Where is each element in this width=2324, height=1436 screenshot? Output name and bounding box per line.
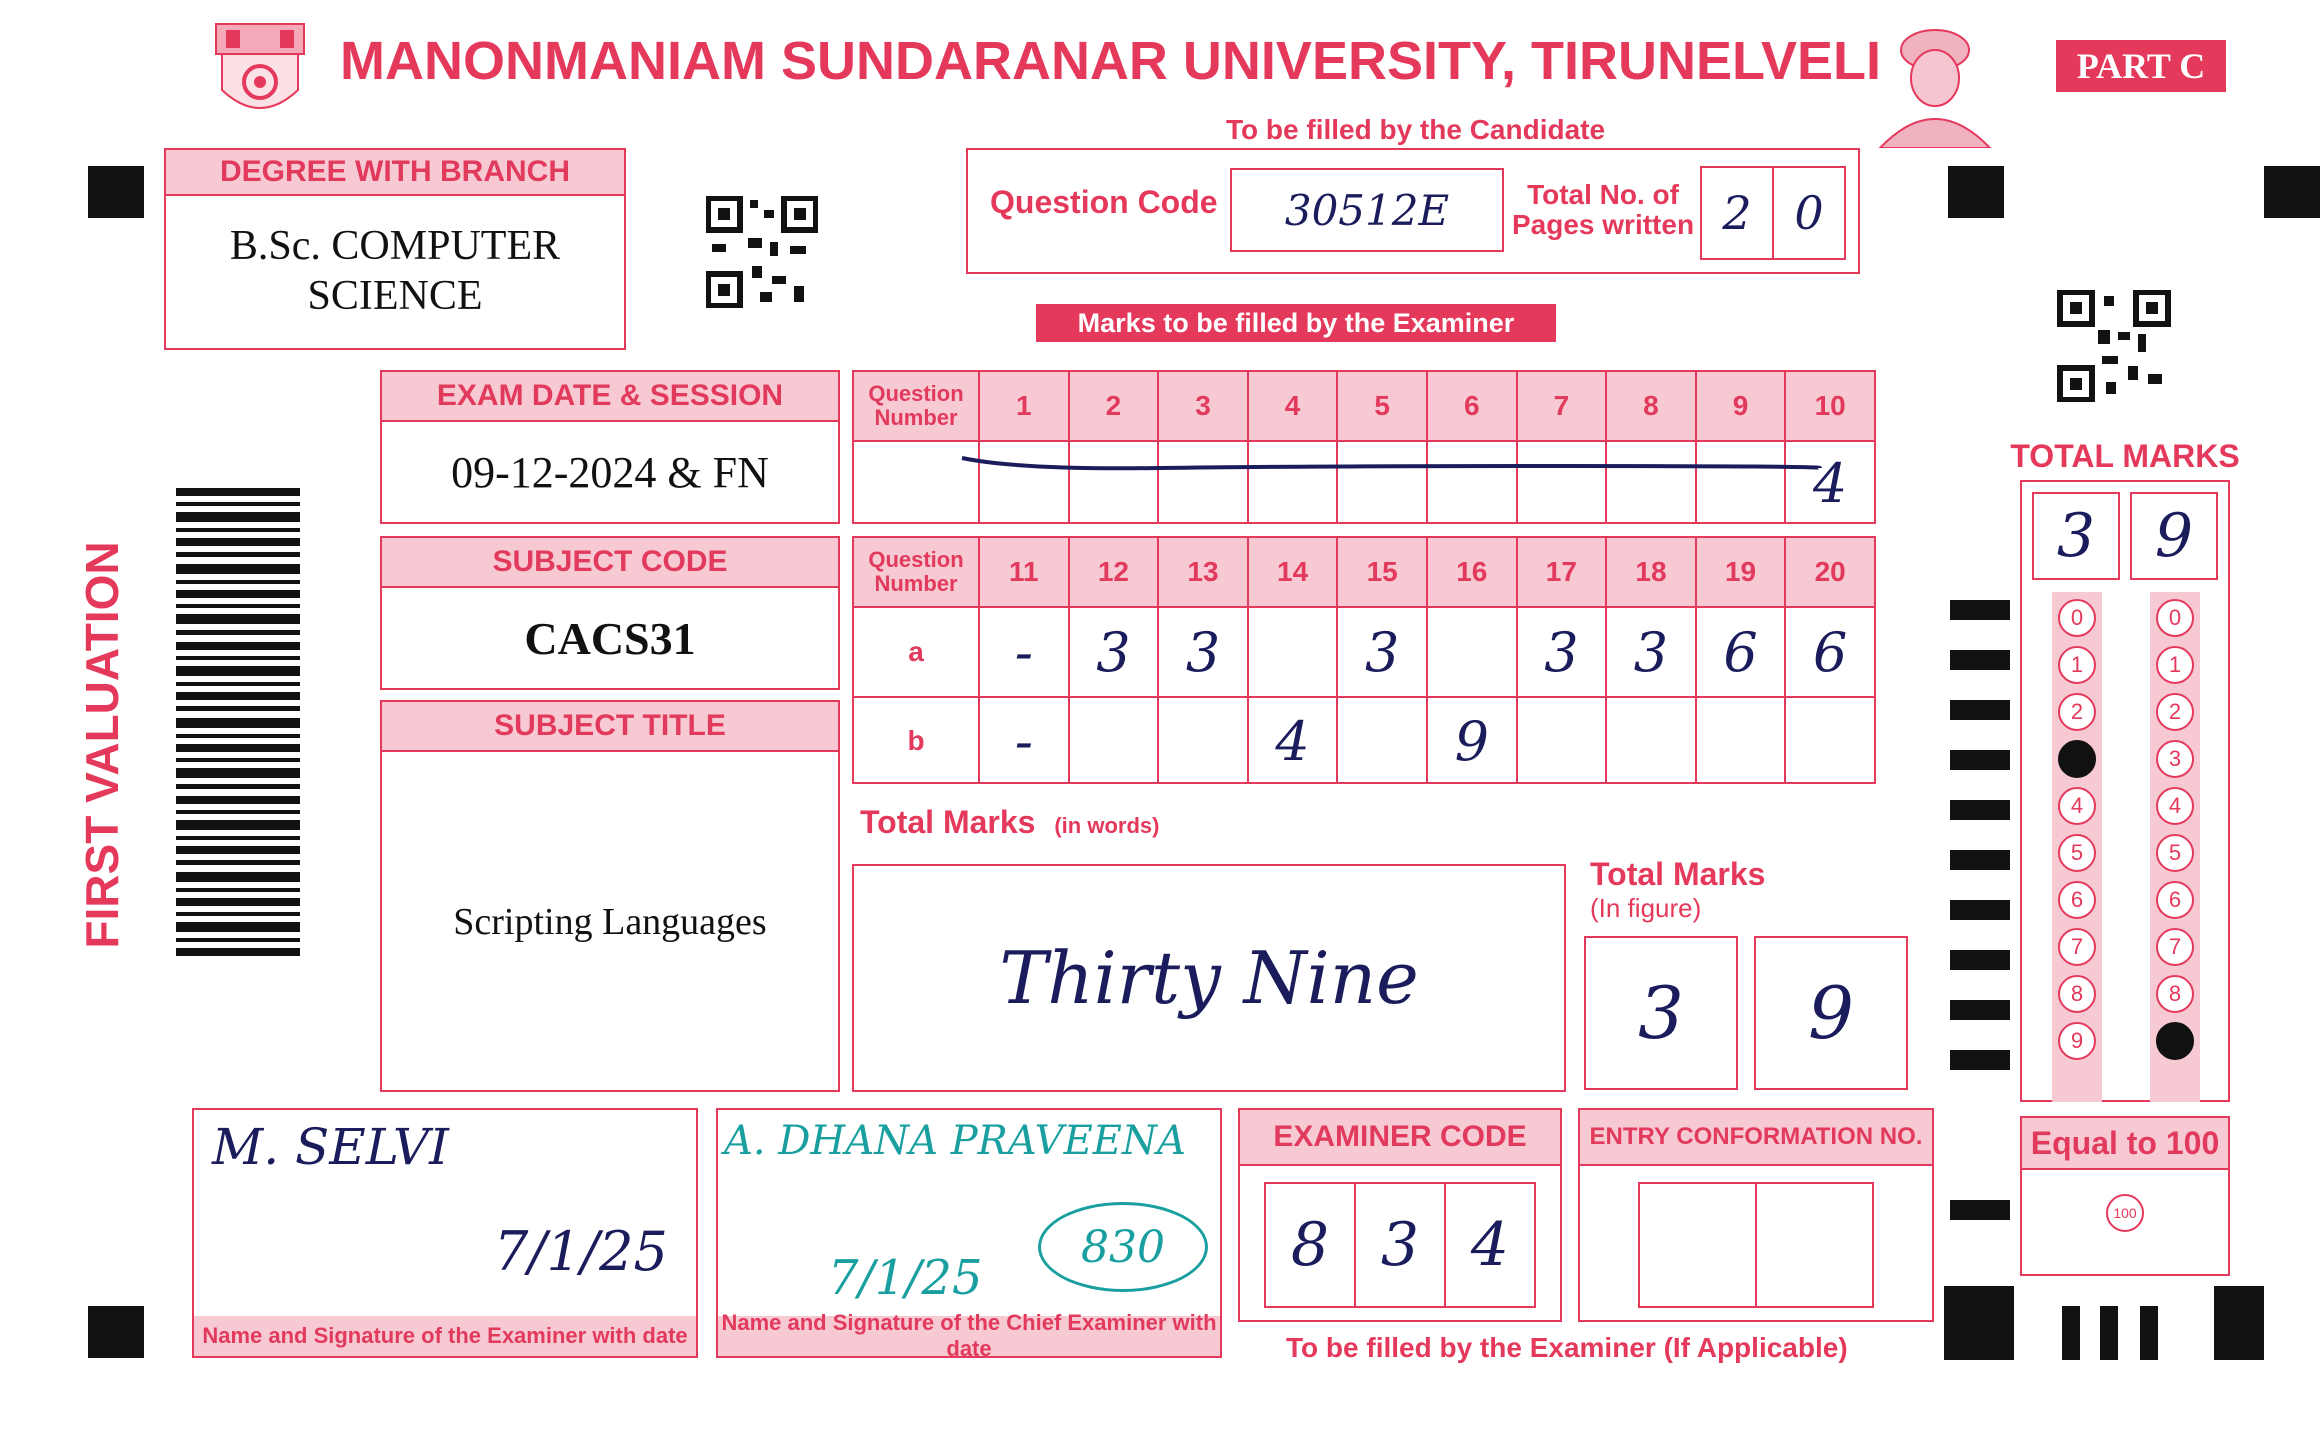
registration-mark — [1948, 166, 2004, 218]
subject-code-box — [380, 536, 840, 690]
mark-cell — [1786, 698, 1874, 784]
question-number: 14 — [1249, 538, 1339, 606]
mark-cell — [1070, 698, 1160, 784]
qn-label-line-1: Question — [868, 547, 964, 572]
entry-conformation-label: ENTRY CONFORMATION NO. — [1580, 1110, 1932, 1166]
question-number: 13 — [1159, 538, 1249, 606]
total-words-title: Total Marks — [860, 804, 1036, 840]
degree-line-1: B.Sc. COMPUTER — [229, 223, 561, 269]
mark-cell: 3 — [1518, 608, 1608, 696]
pages-digits — [1700, 166, 1846, 260]
mark-cell: 3 — [1338, 608, 1428, 696]
subject-code-label: SUBJECT CODE — [382, 538, 838, 588]
total-units-digit: 9 — [2130, 492, 2218, 580]
registration-mark — [88, 166, 144, 218]
bubble-0[interactable]: 0 — [2156, 599, 2194, 637]
bubble-4[interactable]: 4 — [2156, 787, 2194, 825]
mark-cell: - — [980, 608, 1070, 696]
barcode — [176, 488, 300, 956]
entry-conformation-digits — [1638, 1182, 1874, 1308]
equal-to-100-label: Equal to 100 — [2022, 1118, 2228, 1170]
entry-conformation-digit — [1640, 1184, 1757, 1306]
bubble-7[interactable]: 7 — [2156, 928, 2194, 966]
founder-portrait — [1870, 20, 2000, 148]
question-number: 10 — [1814, 390, 1846, 421]
exam-date-box — [380, 370, 840, 524]
mark-cell: 6 — [1812, 620, 1848, 684]
question-number: 6 — [1428, 372, 1518, 440]
question-number-label — [854, 538, 980, 606]
bubble-4[interactable]: 4 — [2058, 787, 2096, 825]
mark-cell — [1697, 698, 1787, 784]
degree-label: DEGREE WITH BRANCH — [166, 150, 624, 196]
bubble-6[interactable]: 6 — [2156, 881, 2194, 919]
examiner-date: 7/1/25 — [494, 1220, 668, 1283]
entry-conformation-digit — [1757, 1184, 1872, 1306]
mark-cell — [1428, 608, 1518, 696]
question-number: 16 — [1428, 538, 1518, 606]
chief-caption: Name and Signature of the Chief Examiner with date — [718, 1316, 1220, 1356]
total-figure-digit: 9 — [1754, 936, 1908, 1090]
question-number: 2 — [1070, 372, 1160, 440]
mark-cell: 3 — [1159, 608, 1249, 696]
exam-date-value: 09-12-2024 & FN — [451, 447, 769, 497]
tens-bubble-column — [2052, 592, 2102, 1102]
bubble-1[interactable]: 1 — [2058, 646, 2096, 684]
question-number: 19 — [1697, 538, 1787, 606]
first-valuation-label: FIRST VALUATION — [76, 541, 128, 949]
mark-cell — [1338, 698, 1428, 784]
mark-cell — [1159, 698, 1249, 784]
total-words-value: Thirty Nine — [852, 864, 1566, 1092]
bubble-5[interactable]: 5 — [2156, 834, 2194, 872]
mark-cell: 4 — [1249, 698, 1339, 784]
qr-code — [2056, 290, 2172, 402]
question-number: 18 — [1607, 538, 1697, 606]
qn-label-line-2: Number — [874, 571, 958, 596]
bubble-9[interactable]: 9 — [2058, 1022, 2096, 1060]
qn-label-line-1: Question — [868, 381, 964, 406]
total-figure-sub: (In figure) — [1590, 893, 1702, 923]
bubble-0[interactable]: 0 — [2058, 599, 2096, 637]
row-label-a: a — [854, 608, 980, 696]
marks-row-b — [854, 698, 1874, 784]
examiner-code-digit: 3 — [1356, 1184, 1446, 1306]
question-number: 20 — [1814, 556, 1846, 587]
question-number: 8 — [1607, 372, 1697, 440]
pages-digit: 0 — [1794, 186, 1824, 240]
total-figure-label — [1590, 856, 1765, 924]
bubble-8[interactable]: 8 — [2156, 975, 2194, 1013]
examiner-code-box — [1238, 1108, 1562, 1322]
bubble-2[interactable]: 2 — [2058, 693, 2096, 731]
pages-digit: 2 — [1702, 168, 1774, 258]
bubble-5[interactable]: 5 — [2058, 834, 2096, 872]
degree-line-2: SCIENCE — [307, 273, 483, 319]
total-marks-panel-label: TOTAL MARKS — [2010, 438, 2240, 474]
question-number-label — [854, 372, 980, 440]
mark-cell — [1249, 608, 1339, 696]
question-number: 7 — [1518, 372, 1608, 440]
strike-line — [960, 440, 1840, 480]
chief-date: 7/1/25 — [828, 1250, 983, 1306]
question-number: 1 — [980, 372, 1070, 440]
bubble-3-filled[interactable]: 3 — [2058, 740, 2096, 778]
question-number: 3 — [1159, 372, 1249, 440]
subject-code-value: CACS31 — [524, 612, 696, 664]
pages-label-line-2: Pages written — [1512, 209, 1695, 240]
total-words-sub: (in words) — [1054, 813, 1160, 838]
total-marks-panel — [2020, 480, 2230, 1102]
mark-cell — [1607, 698, 1697, 784]
footer-note: To be filled by the Examiner (If Applicable) — [1286, 1332, 1848, 1363]
examiner-caption: Name and Signature of the Examiner with date — [194, 1316, 696, 1356]
bubble-7[interactable]: 7 — [2058, 928, 2096, 966]
bubble-1[interactable]: 1 — [2156, 646, 2194, 684]
bottom-timing-marks — [1944, 1286, 2264, 1360]
chief-signature-box — [716, 1108, 1222, 1361]
timing-marks — [1950, 600, 2010, 1100]
question-number: 17 — [1518, 538, 1608, 606]
examiner-signature-box — [192, 1108, 698, 1358]
bubble-100[interactable]: 100 — [2106, 1194, 2144, 1232]
marks-header-row — [854, 538, 1874, 608]
registration-mark — [88, 1306, 144, 1358]
part-badge: PART C — [2056, 40, 2226, 92]
bubble-8[interactable]: 8 — [2058, 975, 2096, 1013]
marks-row-a — [854, 608, 1874, 698]
examiner-code-digits — [1264, 1182, 1536, 1308]
marks-header-row — [854, 372, 1874, 442]
examiner-name: M. SELVI — [212, 1118, 449, 1176]
qr-code — [706, 196, 818, 308]
bubble-3[interactable]: 3 — [2156, 740, 2194, 778]
examiner-banner: Marks to be filled by the Examiner — [1036, 304, 1556, 342]
degree-box — [164, 148, 626, 350]
bubble-9-filled[interactable]: 9 — [2156, 1022, 2194, 1060]
units-bubble-column — [2150, 592, 2200, 1102]
total-figure-digit: 3 — [1584, 936, 1738, 1090]
timing-mark — [1950, 1200, 2010, 1220]
pages-label — [1512, 180, 1694, 240]
mark-cell: 3 — [1070, 608, 1160, 696]
total-figure-title: Total Marks — [1590, 856, 1766, 892]
mark-cell: 9 — [1428, 698, 1518, 784]
question-number: 12 — [1070, 538, 1160, 606]
equal-to-100-box — [2020, 1116, 2230, 1276]
entry-conformation-box — [1578, 1108, 1934, 1322]
registration-mark — [2264, 166, 2320, 218]
question-code-value: 30512E — [1230, 168, 1504, 252]
subject-title-box — [380, 700, 840, 1092]
candidate-note: To be filled by the Candidate — [1226, 114, 1606, 145]
total-tens-digit: 3 — [2032, 492, 2120, 580]
mark-cell: 3 — [1607, 608, 1697, 696]
subject-title-value: Scripting Languages — [453, 901, 767, 943]
row-label-b: b — [854, 698, 980, 784]
question-number: 4 — [1249, 372, 1339, 440]
examiner-code-digit: 8 — [1266, 1184, 1356, 1306]
mark-cell — [1518, 698, 1608, 784]
question-number: 9 — [1697, 372, 1787, 440]
examiner-code-label: EXAMINER CODE — [1240, 1110, 1560, 1166]
question-number: 5 — [1338, 372, 1428, 440]
mark-cell: - — [980, 698, 1070, 784]
subject-title-label: SUBJECT TITLE — [382, 702, 838, 752]
degree-value — [166, 196, 624, 346]
question-number: 15 — [1338, 538, 1428, 606]
university-logo — [212, 20, 308, 130]
question-number: 11 — [980, 538, 1070, 606]
mark-cell: 4 — [1812, 451, 1848, 515]
chief-code-circle: 830 — [1038, 1202, 1208, 1292]
chief-name: A. DHANA PRAVEENA — [724, 1118, 1186, 1164]
pages-label-line-1: Total No. of — [1527, 179, 1679, 210]
exam-date-label: EXAM DATE & SESSION — [382, 372, 838, 422]
marks-table-11-20 — [852, 536, 1876, 784]
examiner-code-digit: 4 — [1470, 1210, 1510, 1280]
university-title: MANONMANIAM SUNDARANAR UNIVERSITY, TIRUNELVELI — [340, 31, 1882, 91]
mark-cell: 6 — [1697, 608, 1787, 696]
total-words-label — [860, 804, 1159, 841]
qn-label-line-2: Number — [874, 405, 958, 430]
bubble-2[interactable]: 2 — [2156, 693, 2194, 731]
question-code-label: Question Code — [990, 184, 1218, 220]
bubble-6[interactable]: 6 — [2058, 881, 2096, 919]
